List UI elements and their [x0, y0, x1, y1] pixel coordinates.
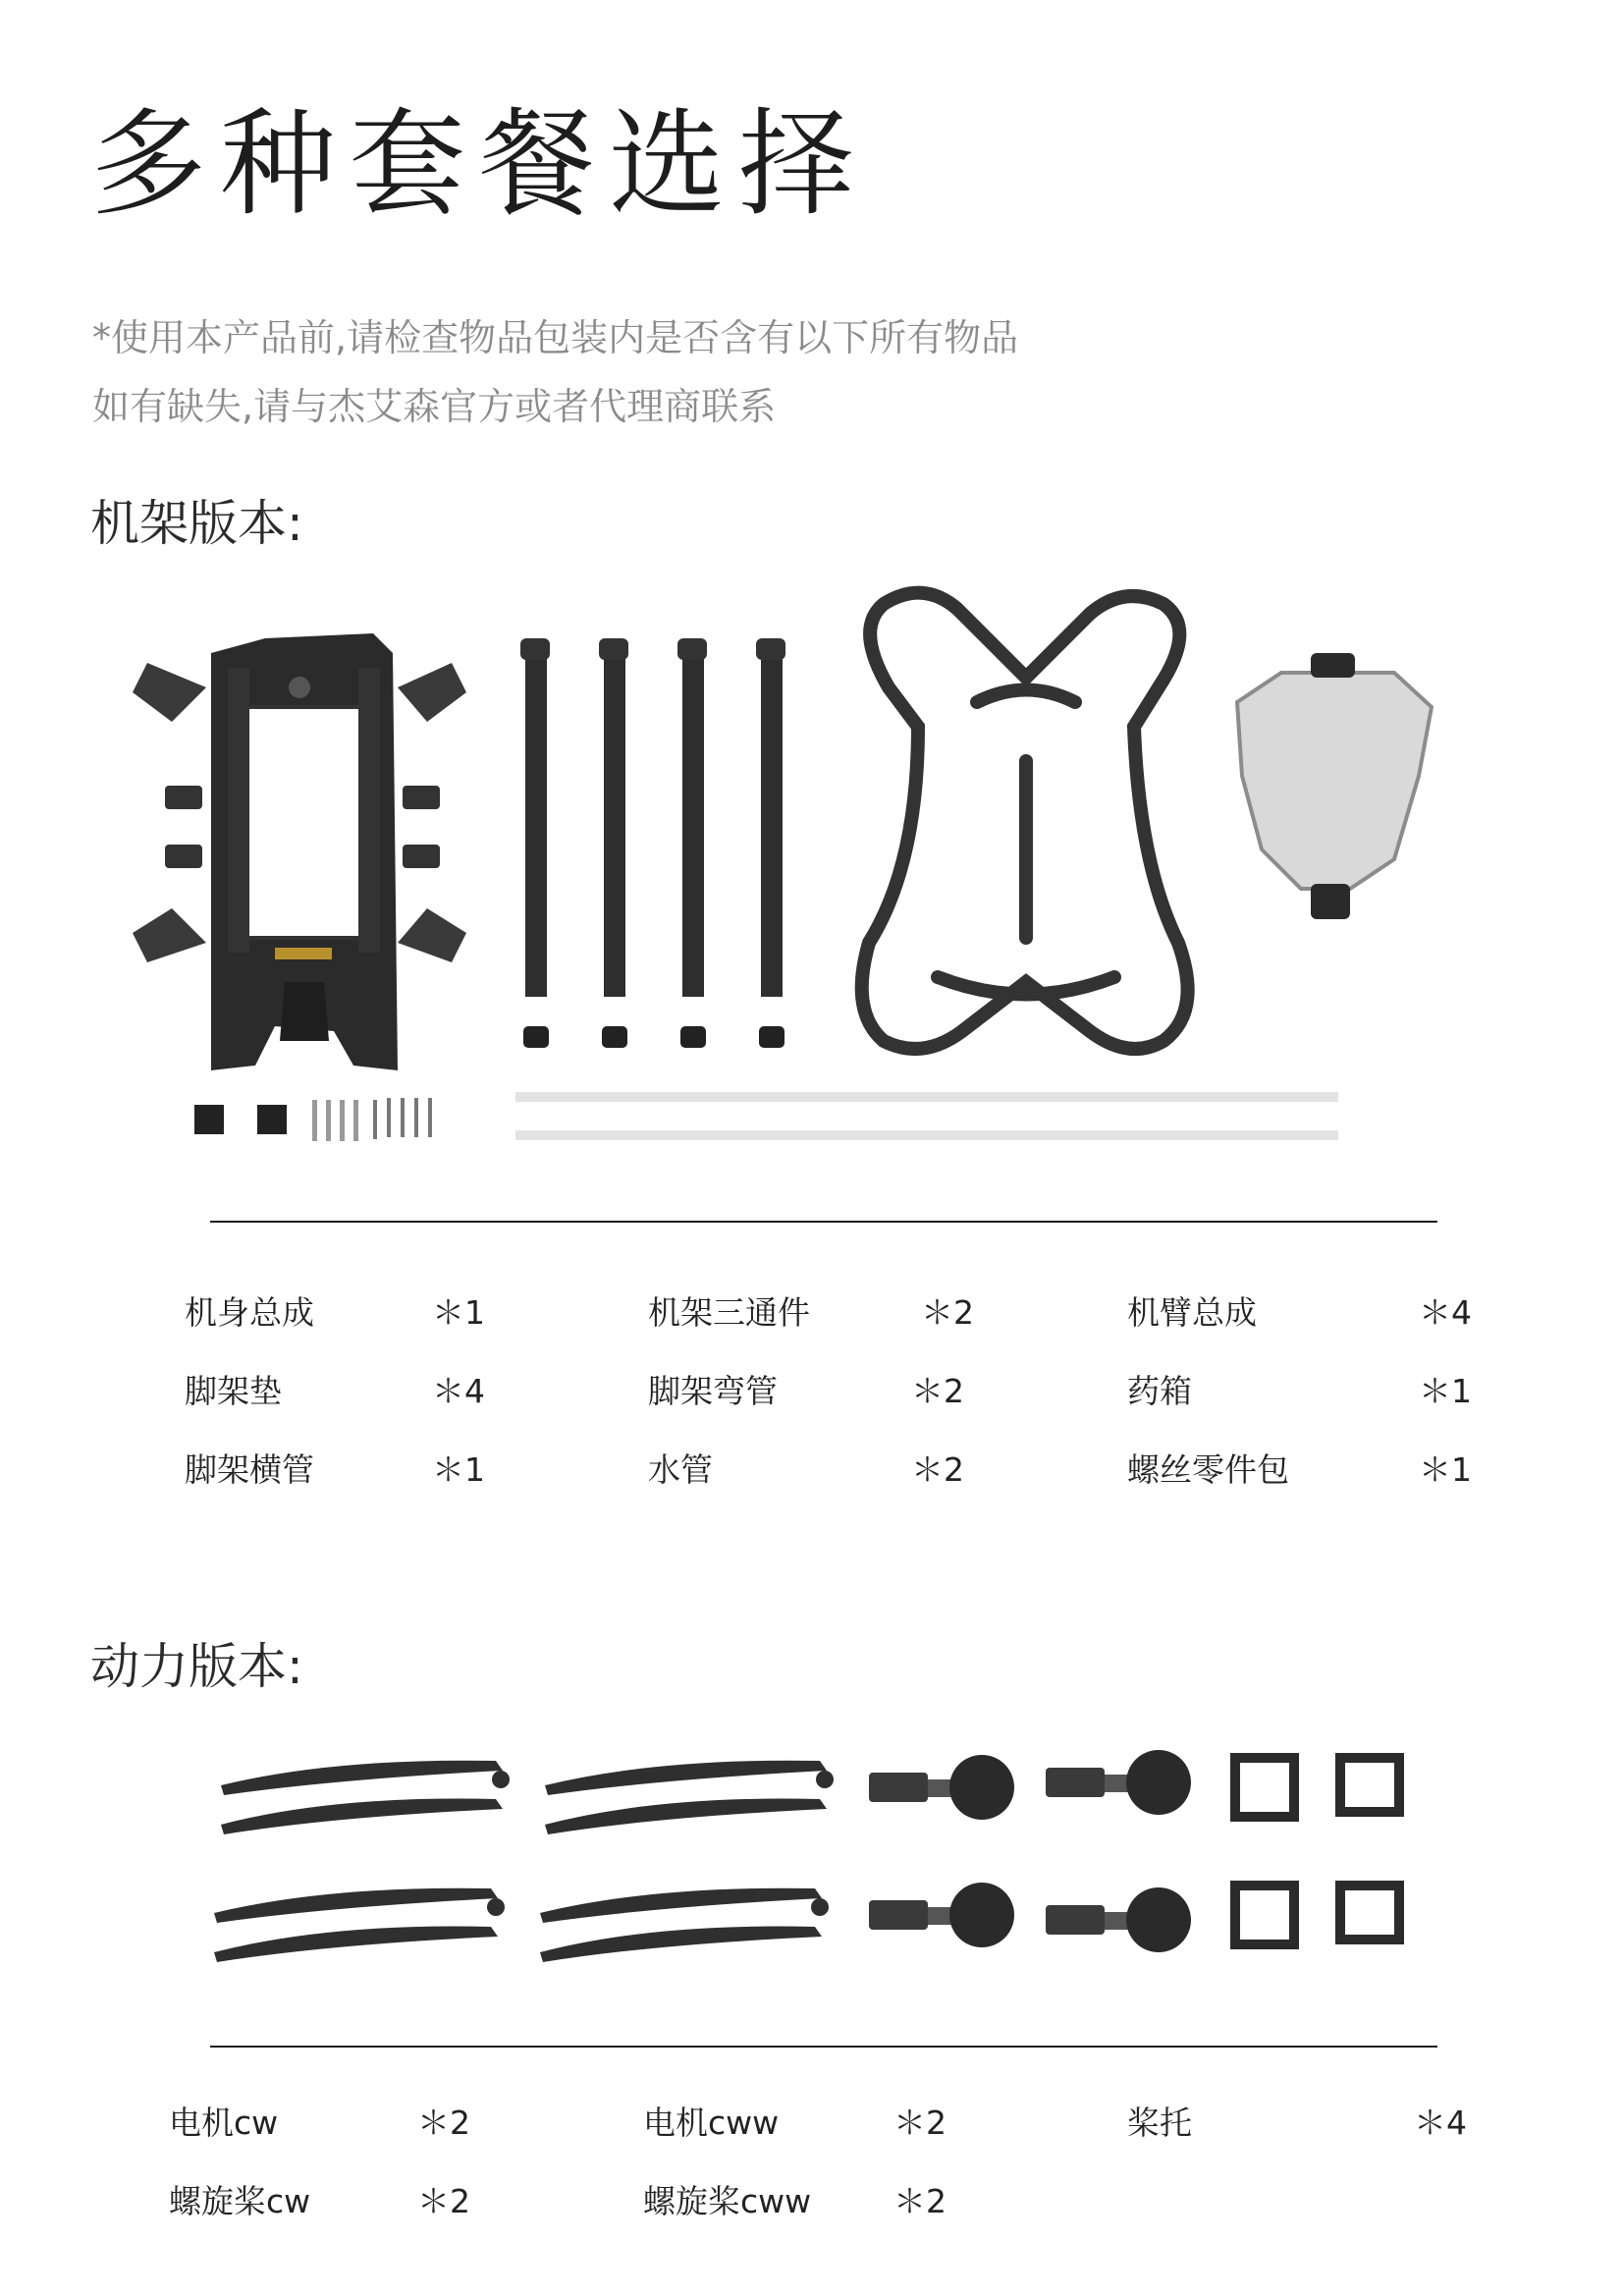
power-item-name: 螺旋桨cw: [169, 2182, 311, 2220]
spray-tank-image: [1237, 653, 1432, 919]
frame-item-qty: ＊4: [432, 1372, 485, 1410]
screw-parts-kit-image: [194, 1098, 432, 1141]
frame-item-name: 螺丝零件包: [1127, 1450, 1289, 1489]
propeller-holders-image: [1235, 1758, 1399, 1944]
landing-gear-image: [862, 593, 1188, 1049]
landing-pads-image: [523, 1026, 784, 1048]
motors-image: [869, 1750, 1191, 1952]
frame-item-qty: ＊1: [1419, 1372, 1472, 1410]
frame-item-qty: ＊4: [1419, 1293, 1472, 1332]
power-item-name: 螺旋桨cww: [643, 2182, 812, 2220]
frame-item-qty: ＊1: [432, 1450, 485, 1489]
frame-item-name: 机身总成: [185, 1293, 314, 1332]
power-item-qty: ＊4: [1414, 2104, 1467, 2142]
frame-section-title: 机架版本:: [90, 495, 303, 552]
frame-item-name: 脚架弯管: [648, 1372, 778, 1410]
power-section-divider: [210, 2046, 1437, 2048]
water-pipes-image: [515, 1092, 1338, 1140]
notice-line-2: 如有缺失,请与杰艾森官方或者代理商联系: [92, 385, 777, 428]
frame-item-qty: ＊2: [921, 1293, 974, 1332]
power-item-name: 电机cww: [643, 2104, 780, 2142]
fuselage-assembly-image: [133, 633, 466, 1070]
frame-item-name: 药箱: [1127, 1372, 1192, 1410]
arm-assemblies-image: [520, 638, 785, 997]
frame-item-qty: ＊1: [1419, 1450, 1472, 1489]
power-section-title: 动力版本:: [90, 1638, 303, 1695]
power-item-qty: ＊2: [417, 2104, 470, 2142]
frame-section-divider: [210, 1221, 1437, 1223]
power-item-name: 桨托: [1127, 2104, 1192, 2142]
frame-item-name: 机架三通件: [648, 1293, 810, 1332]
frame-item-name: 脚架横管: [185, 1450, 314, 1489]
power-item-qty: ＊2: [893, 2104, 947, 2142]
power-item-qty: ＊2: [893, 2182, 947, 2220]
notice-line-1: *使用本产品前,请检查物品包装内是否含有以下所有物品: [92, 316, 1019, 359]
propellers-image: [214, 1761, 834, 1962]
frame-item-name: 脚架垫: [185, 1372, 282, 1410]
frame-item-name: 机臂总成: [1127, 1293, 1257, 1332]
power-item-qty: ＊2: [417, 2182, 470, 2220]
power-item-name: 电机cw: [169, 2104, 279, 2142]
frame-item-qty: ＊1: [432, 1293, 485, 1332]
frame-item-qty: ＊2: [911, 1450, 964, 1489]
frame-item-qty: ＊2: [911, 1372, 964, 1410]
page-title: 多种套餐选择: [90, 96, 869, 232]
frame-item-name: 水管: [648, 1450, 713, 1489]
